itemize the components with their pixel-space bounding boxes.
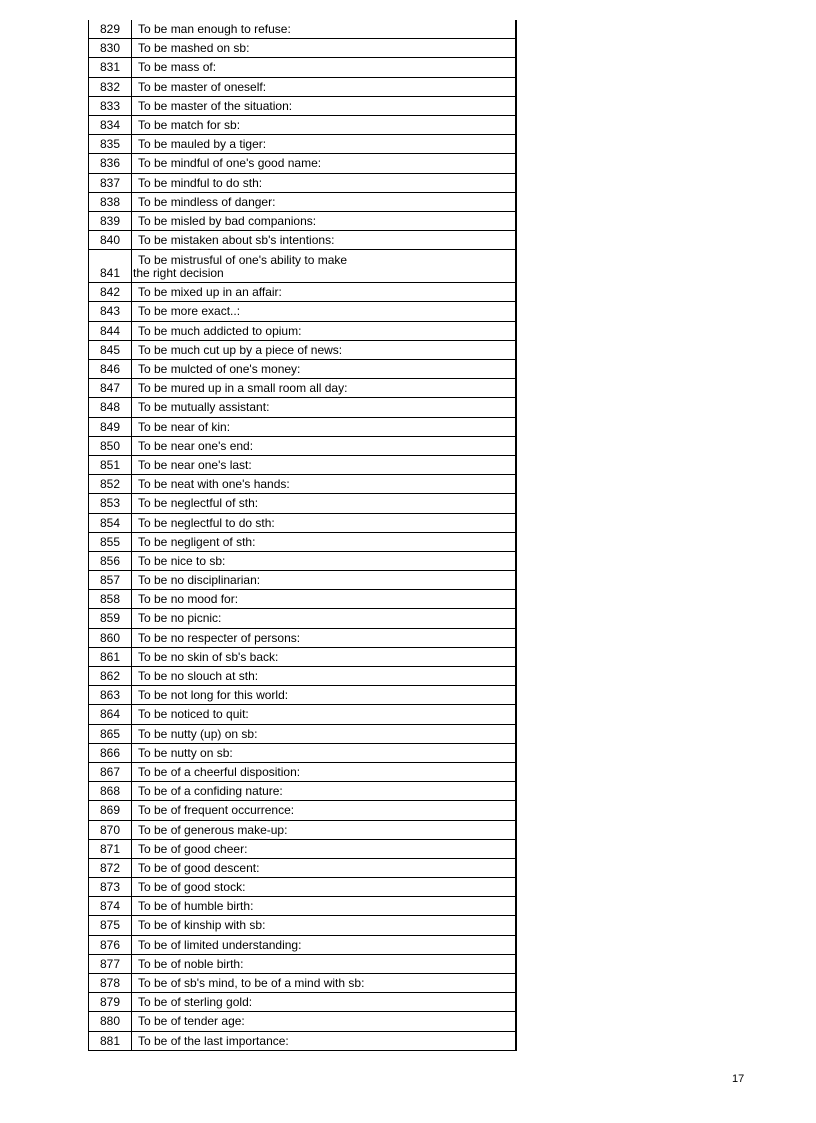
phrase-text: To be neat with one's hands: bbox=[138, 475, 517, 493]
row-number: 871 bbox=[88, 840, 132, 858]
table-row bbox=[88, 801, 517, 820]
row-number: 864 bbox=[88, 705, 132, 723]
table-row bbox=[88, 456, 517, 475]
table-row bbox=[88, 1032, 517, 1051]
table-row bbox=[88, 231, 517, 250]
phrase-text: To be of good cheer: bbox=[138, 840, 517, 858]
table-row bbox=[88, 840, 517, 859]
row-number: 868 bbox=[88, 782, 132, 800]
row-number: 878 bbox=[88, 974, 132, 992]
page-number: 17 bbox=[732, 1073, 745, 1085]
row-number: 852 bbox=[88, 475, 132, 493]
row-number: 837 bbox=[88, 174, 132, 192]
row-number: 863 bbox=[88, 686, 132, 704]
row-number: 856 bbox=[88, 552, 132, 570]
phrase-text: To be much addicted to opium: bbox=[138, 322, 517, 340]
table-row bbox=[88, 859, 517, 878]
row-number: 853 bbox=[88, 494, 132, 512]
phrase-table bbox=[88, 20, 517, 1051]
phrase-text: To be not long for this world: bbox=[138, 686, 517, 704]
row-number: 861 bbox=[88, 648, 132, 666]
table-row bbox=[88, 552, 517, 571]
row-number: 854 bbox=[88, 514, 132, 532]
table-row bbox=[88, 821, 517, 840]
table-row bbox=[88, 475, 517, 494]
table-row bbox=[88, 78, 517, 97]
row-number: 840 bbox=[88, 231, 132, 249]
row-number: 833 bbox=[88, 97, 132, 115]
row-number: 880 bbox=[88, 1012, 132, 1030]
phrase-text: To be of sb's mind, to be of a mind with sb: bbox=[138, 974, 517, 992]
phrase-text: To be mindful of one's good name: bbox=[138, 154, 517, 172]
phrase-text: To be mauled by a tiger: bbox=[138, 135, 517, 153]
table-row bbox=[88, 533, 517, 552]
phrase-text: To be near one's last: bbox=[138, 456, 517, 474]
phrase-text: To be noticed to quit: bbox=[138, 705, 517, 723]
row-number: 849 bbox=[88, 418, 132, 436]
row-number: 873 bbox=[88, 878, 132, 896]
row-number: 850 bbox=[88, 437, 132, 455]
table-row bbox=[88, 302, 517, 321]
table-row bbox=[88, 955, 517, 974]
phrase-text: To be neglectful to do sth: bbox=[138, 514, 517, 532]
table-row bbox=[88, 322, 517, 341]
table-row bbox=[88, 782, 517, 801]
table-row bbox=[88, 154, 517, 173]
table-row bbox=[88, 744, 517, 763]
phrase-text: To be nutty on sb: bbox=[138, 744, 517, 762]
phrase-text: To be of humble birth: bbox=[138, 897, 517, 915]
phrase-text bbox=[133, 250, 517, 282]
table-row bbox=[88, 97, 517, 116]
row-number: 842 bbox=[88, 283, 132, 301]
row-number: 869 bbox=[88, 801, 132, 819]
phrase-text: To be match for sb: bbox=[138, 116, 517, 134]
phrase-text: To be mindful to do sth: bbox=[138, 174, 517, 192]
row-number: 877 bbox=[88, 955, 132, 973]
phrase-text: To be man enough to refuse: bbox=[138, 20, 517, 38]
phrase-text: To be of noble birth: bbox=[138, 955, 517, 973]
row-number: 846 bbox=[88, 360, 132, 378]
row-number: 841 bbox=[88, 250, 132, 282]
phrase-text: To be of good descent: bbox=[138, 859, 517, 877]
phrase-text: To be of generous make-up: bbox=[138, 821, 517, 839]
phrase-text: To be no slouch at sth: bbox=[138, 667, 517, 685]
phrase-text: To be near of kin: bbox=[138, 418, 517, 436]
phrase-text: To be of frequent occurrence: bbox=[138, 801, 517, 819]
row-number: 830 bbox=[88, 39, 132, 57]
table-row bbox=[88, 936, 517, 955]
phrase-text: To be near one's end: bbox=[138, 437, 517, 455]
row-number: 876 bbox=[88, 936, 132, 954]
row-number: 835 bbox=[88, 135, 132, 153]
phrase-text: To be mindless of danger: bbox=[138, 193, 517, 211]
row-number: 831 bbox=[88, 58, 132, 76]
phrase-text: To be nice to sb: bbox=[138, 552, 517, 570]
phrase-text: To be mutually assistant: bbox=[138, 398, 517, 416]
phrase-text: To be no mood for: bbox=[138, 590, 517, 608]
row-number: 847 bbox=[88, 379, 132, 397]
row-number: 845 bbox=[88, 341, 132, 359]
phrase-text: To be mashed on sb: bbox=[138, 39, 517, 57]
phrase-line-2: the right decision bbox=[133, 266, 224, 281]
row-number: 860 bbox=[88, 629, 132, 647]
row-number: 848 bbox=[88, 398, 132, 416]
phrase-text: To be mistaken about sb's intentions: bbox=[138, 231, 517, 249]
table-row bbox=[88, 437, 517, 456]
table-row bbox=[88, 686, 517, 705]
row-number: 839 bbox=[88, 212, 132, 230]
phrase-text: To be mass of: bbox=[138, 58, 517, 76]
table-row bbox=[88, 725, 517, 744]
row-number: 862 bbox=[88, 667, 132, 685]
phrase-text: To be neglectful of sth: bbox=[138, 494, 517, 512]
phrase-text: To be of a cheerful disposition: bbox=[138, 763, 517, 781]
table-row bbox=[88, 212, 517, 231]
row-number: 879 bbox=[88, 993, 132, 1011]
row-number: 881 bbox=[88, 1032, 132, 1050]
phrase-text: To be no respecter of persons: bbox=[138, 629, 517, 647]
row-number: 857 bbox=[88, 571, 132, 589]
phrase-text: To be misled by bad companions: bbox=[138, 212, 517, 230]
row-number: 834 bbox=[88, 116, 132, 134]
table-row bbox=[88, 705, 517, 724]
phrase-text: To be of kinship with sb: bbox=[138, 916, 517, 934]
table-row bbox=[88, 648, 517, 667]
table-row bbox=[88, 916, 517, 935]
table-row bbox=[88, 993, 517, 1012]
table-row bbox=[88, 878, 517, 897]
table-row bbox=[88, 418, 517, 437]
phrase-text: To be master of the situation: bbox=[138, 97, 517, 115]
row-number: 855 bbox=[88, 533, 132, 551]
row-number: 851 bbox=[88, 456, 132, 474]
phrase-text: To be nutty (up) on sb: bbox=[138, 725, 517, 743]
row-number: 875 bbox=[88, 916, 132, 934]
table-row bbox=[88, 571, 517, 590]
row-number: 843 bbox=[88, 302, 132, 320]
phrase-text: To be no disciplinarian: bbox=[138, 571, 517, 589]
table-row bbox=[88, 379, 517, 398]
table-row bbox=[88, 20, 517, 39]
phrase-line-1: To be mistrusful of one's ability to make bbox=[138, 253, 348, 268]
row-number: 858 bbox=[88, 590, 132, 608]
table-row bbox=[88, 763, 517, 782]
row-number: 844 bbox=[88, 322, 132, 340]
table-row bbox=[88, 283, 517, 302]
phrase-text: To be much cut up by a piece of news: bbox=[138, 341, 517, 359]
row-number: 867 bbox=[88, 763, 132, 781]
table-row bbox=[88, 341, 517, 360]
row-number: 872 bbox=[88, 859, 132, 877]
phrase-text: To be of good stock: bbox=[138, 878, 517, 896]
table-row bbox=[88, 629, 517, 648]
table-row bbox=[88, 250, 517, 283]
row-number: 829 bbox=[88, 20, 132, 38]
table-row bbox=[88, 116, 517, 135]
table-row bbox=[88, 667, 517, 686]
row-number: 870 bbox=[88, 821, 132, 839]
table-row bbox=[88, 974, 517, 993]
table-row bbox=[88, 58, 517, 77]
row-number: 874 bbox=[88, 897, 132, 915]
phrase-text: To be of sterling gold: bbox=[138, 993, 517, 1011]
row-number: 832 bbox=[88, 78, 132, 96]
table-row bbox=[88, 398, 517, 417]
phrase-text: To be of a confiding nature: bbox=[138, 782, 517, 800]
table-row bbox=[88, 514, 517, 533]
phrase-text: To be more exact..: bbox=[138, 302, 517, 320]
table-row bbox=[88, 360, 517, 379]
row-number: 836 bbox=[88, 154, 132, 172]
table-row bbox=[88, 590, 517, 609]
phrase-text: To be of limited understanding: bbox=[138, 936, 517, 954]
row-number: 865 bbox=[88, 725, 132, 743]
phrase-text: To be mixed up in an affair: bbox=[138, 283, 517, 301]
phrase-text: To be of tender age: bbox=[138, 1012, 517, 1030]
row-number: 866 bbox=[88, 744, 132, 762]
phrase-text: To be negligent of sth: bbox=[138, 533, 517, 551]
row-number: 838 bbox=[88, 193, 132, 211]
phrase-text: To be of the last importance: bbox=[138, 1032, 517, 1050]
table-row bbox=[88, 193, 517, 212]
table-row bbox=[88, 39, 517, 58]
table-row bbox=[88, 135, 517, 154]
table-row bbox=[88, 494, 517, 513]
table-row bbox=[88, 897, 517, 916]
row-number: 859 bbox=[88, 609, 132, 627]
phrase-text: To be mulcted of one's money: bbox=[138, 360, 517, 378]
phrase-text: To be no picnic: bbox=[138, 609, 517, 627]
phrase-text: To be mured up in a small room all day: bbox=[138, 379, 517, 397]
table-row bbox=[88, 174, 517, 193]
table-row bbox=[88, 1012, 517, 1031]
phrase-text: To be master of oneself: bbox=[138, 78, 517, 96]
table-row bbox=[88, 609, 517, 628]
phrase-text: To be no skin of sb's back: bbox=[138, 648, 517, 666]
